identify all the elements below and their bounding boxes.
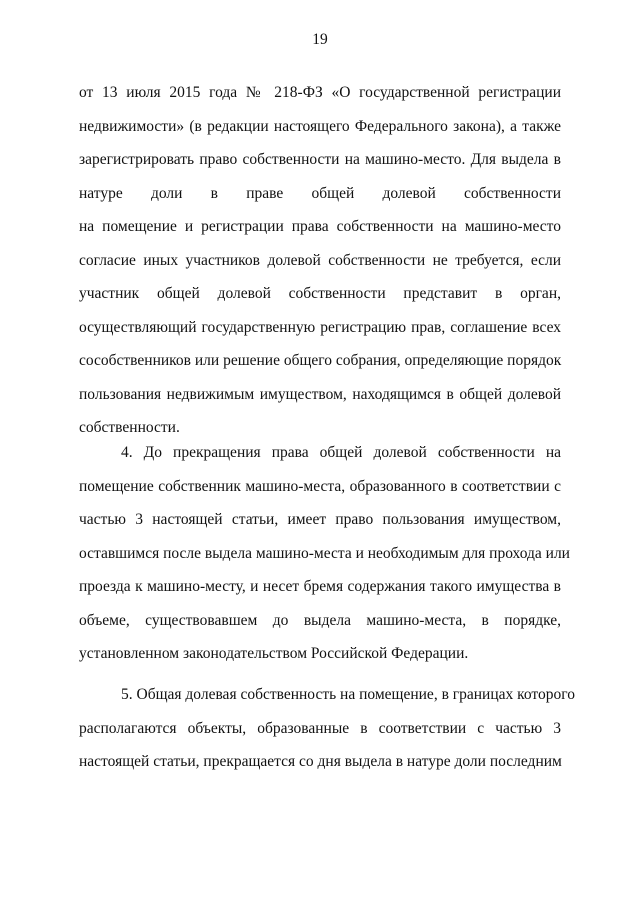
text-line: от 13 июля 2015 года № 218-ФЗ «О государственной регистрации (79, 84, 561, 101)
text-line: 5. Общая долевая собственность на помещение, в границах которого (121, 686, 575, 703)
text-line: согласие иных участников долевой собственности не требуется, если (79, 251, 561, 269)
paragraph-continuation (79, 84, 561, 453)
paragraph-item-5 (79, 686, 575, 787)
text-line: проезда к машино-месту, и несет бремя содержания такого имущества в (79, 578, 561, 595)
text-line: участник общей долевой собственности представит в орган, (79, 285, 561, 302)
text-line: помещение собственник машино-места, образованного в соответствии с (79, 477, 561, 495)
text-line: оставшимся после выдела машино-места и необходимым для прохода или (79, 544, 570, 562)
text-line: недвижимости» (в редакции настоящего Федерального закона), а также (79, 117, 561, 135)
text-line: пользования недвижимым имуществом, находящимся в общей долевой (79, 385, 561, 403)
text-line: объеме, существовавшем до выдела машино-места, в порядке, (79, 611, 561, 629)
text-line: располагаются объекты, образованные в соответствии с частью 3 (79, 719, 561, 737)
text-line: сособственников или решение общего собрания, определяющие порядок (79, 352, 562, 369)
page-number: 19 (312, 31, 328, 48)
paragraph-item-4 (79, 444, 570, 679)
text-line: зарегистрировать право собственности на машино-место. Для выдела в (79, 151, 561, 168)
text-line: настоящей статьи, прекращается со дня выдела в натуре доли последним (79, 753, 562, 770)
text-line: натуре доли в праве общей долевой собственности (79, 184, 561, 202)
text-line: 4. До прекращения права общей долевой собственности на (121, 444, 561, 461)
text-line: на помещение и регистрации права собственности на машино-место (79, 218, 561, 235)
text-line: установленном законодательством Российской Федерации. (79, 645, 469, 662)
text-line: собственности. (79, 419, 180, 436)
text-line: частью 3 настоящей статьи, имеет право пользования имуществом, (79, 511, 561, 528)
text-line: осуществляющий государственную регистрацию прав, соглашение всех (79, 318, 561, 336)
